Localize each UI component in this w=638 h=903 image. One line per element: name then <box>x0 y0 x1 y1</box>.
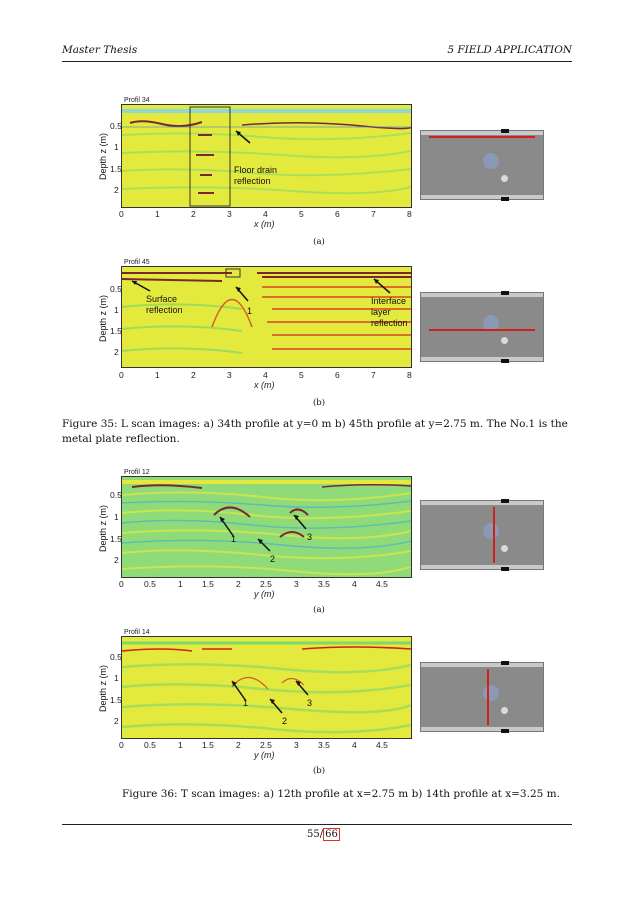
x-tick: 4 <box>263 209 268 219</box>
x-tick: 0 <box>119 370 124 380</box>
y-tick: 1 <box>114 673 119 683</box>
subfigure-label: (a) <box>313 237 325 247</box>
y-tick: 2 <box>114 347 119 357</box>
x-tick: 4.5 <box>376 740 388 750</box>
y-tick: 1.5 <box>110 534 122 544</box>
scan-line <box>487 669 489 725</box>
figure-36-caption: Figure 36: T scan images: a) 12th profile at x=2.75 m b) 14th profile at x=3.25 m. <box>122 788 560 800</box>
x-tick: 7 <box>371 209 376 219</box>
y-axis-label: Depth z (m) <box>98 132 108 180</box>
x-axis-label: y (m) <box>254 589 275 599</box>
plan-marker <box>501 129 509 133</box>
x-tick: 0 <box>119 740 124 750</box>
x-axis-label: x (m) <box>254 219 275 229</box>
y-tick: 2 <box>114 185 119 195</box>
y-axis-label: Depth z (m) <box>98 664 108 712</box>
plan-circle <box>501 707 508 714</box>
profile-title: Profil 12 <box>124 469 150 476</box>
floor-plan-thumbnail <box>420 662 544 732</box>
y-tick: 1.5 <box>110 326 122 336</box>
plan-edge <box>421 663 543 667</box>
surface-reflection-annotation: Surface reflection <box>146 294 183 315</box>
floor-plan-thumbnail <box>420 292 544 362</box>
x-tick: 0 <box>119 579 124 589</box>
x-tick: 3 <box>294 579 299 589</box>
x-tick: 8 <box>407 370 412 380</box>
x-tick: 3.5 <box>318 579 330 589</box>
x-tick: 0 <box>119 209 124 219</box>
y-tick: 1 <box>114 512 119 522</box>
hyperbola-label-2: 2 <box>270 554 276 564</box>
y-tick: 1.5 <box>110 164 122 174</box>
x-tick: 0.5 <box>144 579 156 589</box>
x-tick: 2 <box>191 209 196 219</box>
x-tick: 4.5 <box>376 579 388 589</box>
running-header-title: Master Thesis <box>62 44 138 56</box>
scan-line <box>429 329 535 331</box>
x-tick: 1 <box>178 579 183 589</box>
profile-title: Profil 45 <box>124 259 150 266</box>
plan-circle <box>501 337 508 344</box>
x-tick: 4 <box>263 370 268 380</box>
x-tick: 3 <box>294 740 299 750</box>
x-tick: 4 <box>352 579 357 589</box>
x-tick: 2.5 <box>260 740 272 750</box>
y-tick: 0.5 <box>110 121 122 131</box>
x-tick: 1.5 <box>202 740 214 750</box>
x-tick: 6 <box>335 370 340 380</box>
footer-rule <box>62 824 572 825</box>
metal-plate-label: 1 <box>247 306 253 316</box>
hyperbola-label-1: 1 <box>231 534 237 544</box>
x-tick: 0.5 <box>144 740 156 750</box>
scan-line <box>429 136 535 138</box>
hyperbola-label-1: 1 <box>243 698 249 708</box>
x-tick: 3 <box>227 370 232 380</box>
x-tick: 1 <box>155 370 160 380</box>
gpr-scan-image <box>121 266 412 368</box>
y-tick: 0.5 <box>110 284 122 294</box>
gpr-scan-image <box>121 636 412 739</box>
page-number: 55/ 66 <box>307 829 338 840</box>
plan-edge <box>421 565 543 569</box>
x-tick: 1.5 <box>202 579 214 589</box>
x-tick: 2 <box>236 579 241 589</box>
plan-marker <box>501 567 509 571</box>
plan-circle <box>501 545 508 552</box>
floor-drain-annotation: Floor drain reflection <box>234 165 278 186</box>
x-tick: 7 <box>371 370 376 380</box>
y-tick: 0.5 <box>110 652 122 662</box>
plan-edge <box>421 501 543 505</box>
header-rule <box>62 61 572 62</box>
gpr-scan-image <box>121 476 412 578</box>
plan-edge <box>421 293 543 297</box>
y-tick: 2 <box>114 555 119 565</box>
y-tick: 1 <box>114 142 119 152</box>
gpr-scan-image <box>121 104 412 208</box>
x-tick: 4 <box>352 740 357 750</box>
hyperbola-label-3: 3 <box>307 532 313 542</box>
plan-circle <box>483 153 499 169</box>
y-tick: 1.5 <box>110 695 122 705</box>
plan-marker <box>501 291 509 295</box>
plan-marker <box>501 661 509 665</box>
floor-plan-thumbnail <box>420 130 544 200</box>
x-tick: 3.5 <box>318 740 330 750</box>
plan-circle <box>483 685 499 701</box>
x-tick: 1 <box>178 740 183 750</box>
plan-edge <box>421 195 543 199</box>
plan-marker <box>501 499 509 503</box>
x-tick: 2 <box>191 370 196 380</box>
y-tick: 0.5 <box>110 490 122 500</box>
profile-title: Profil 34 <box>124 97 150 104</box>
plan-circle <box>483 523 499 539</box>
plan-circle <box>501 175 508 182</box>
hyperbola-label-3: 3 <box>307 698 313 708</box>
figure-35-caption: Figure 35: L scan images: a) 34th profile at y=0 m b) 45th profile at y=2.75 m. The No.1 is the metal plate reflection. <box>62 418 568 445</box>
x-tick: 8 <box>407 209 412 219</box>
profile-title: Profil 14 <box>124 629 150 636</box>
x-tick: 3 <box>227 209 232 219</box>
plan-marker <box>501 359 509 363</box>
x-tick: 2 <box>236 740 241 750</box>
scan-line <box>493 507 495 563</box>
plan-edge <box>421 357 543 361</box>
subfigure-label: (b) <box>312 398 326 408</box>
hyperbola-label-2: 2 <box>282 716 288 726</box>
plan-edge <box>421 131 543 135</box>
page-current: 55 <box>307 829 320 840</box>
y-axis-label: Depth z (m) <box>98 294 108 342</box>
plan-marker <box>501 197 509 201</box>
plan-edge <box>421 727 543 731</box>
x-tick: 2.5 <box>260 579 272 589</box>
x-tick: 1 <box>155 209 160 219</box>
x-tick: 6 <box>335 209 340 219</box>
y-axis-label: Depth z (m) <box>98 504 108 552</box>
x-tick: 5 <box>299 209 304 219</box>
y-tick: 1 <box>114 305 119 315</box>
running-header-section: 5 FIELD APPLICATION <box>447 44 572 56</box>
floor-plan-thumbnail <box>420 500 544 570</box>
x-axis-label: x (m) <box>254 380 275 390</box>
subfigure-label: (a) <box>313 605 325 615</box>
y-tick: 2 <box>114 716 119 726</box>
plan-marker <box>501 729 509 733</box>
interface-layer-annotation: Interface layer reflection <box>371 296 408 328</box>
x-tick: 5 <box>299 370 304 380</box>
subfigure-label: (b) <box>312 766 326 776</box>
x-axis-label: y (m) <box>254 750 275 760</box>
page-total-link[interactable]: 66 <box>325 829 338 840</box>
